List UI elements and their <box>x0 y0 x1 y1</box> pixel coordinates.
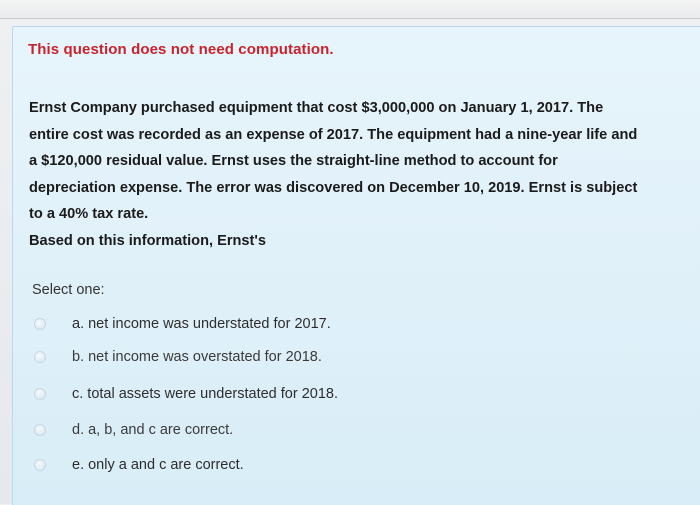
radio-button-d[interactable] <box>34 424 46 436</box>
radio-button-b[interactable] <box>34 351 46 363</box>
question-line: Based on this information, Ernst's <box>29 232 266 249</box>
computation-notice: This question does not need computation. <box>28 41 334 58</box>
page-top-strip <box>0 0 700 19</box>
answer-option-b[interactable] <box>34 346 322 368</box>
radio-button-c[interactable] <box>34 388 46 400</box>
question-line: a $120,000 residual value. Ernst uses the straight-line method to account for <box>29 153 558 169</box>
answer-option-label[interactable]: d. a, b, and c are correct. <box>72 422 234 438</box>
answer-option-c[interactable] <box>34 383 338 405</box>
answer-option-d[interactable] <box>34 419 233 441</box>
question-line: to a 40% tax rate. <box>29 206 149 222</box>
radio-button-e[interactable] <box>34 459 46 471</box>
answer-option-label[interactable]: e. only a and c are correct. <box>72 457 244 473</box>
question-line: entire cost was recorded as an expense of 2017. The equipment had a nine-year life and <box>29 126 638 143</box>
answer-option-a[interactable] <box>34 313 331 335</box>
question-text <box>29 95 694 254</box>
answer-option-e[interactable] <box>34 454 244 476</box>
question-line: depreciation expense. The error was discovered on December 10, 2019. Ernst is subject <box>29 179 638 196</box>
radio-button-a[interactable] <box>34 318 46 330</box>
answer-option-label[interactable]: b. net income was overstated for 2018. <box>72 349 322 365</box>
select-one-prompt: Select one: <box>32 282 105 298</box>
answer-option-label[interactable]: a. net income was understated for 2017. <box>72 316 331 332</box>
question-line: Ernst Company purchased equipment that cost $3,000,000 on January 1, 2017. The <box>29 100 604 116</box>
answer-option-label[interactable]: c. total assets were understated for 2018. <box>72 386 338 402</box>
